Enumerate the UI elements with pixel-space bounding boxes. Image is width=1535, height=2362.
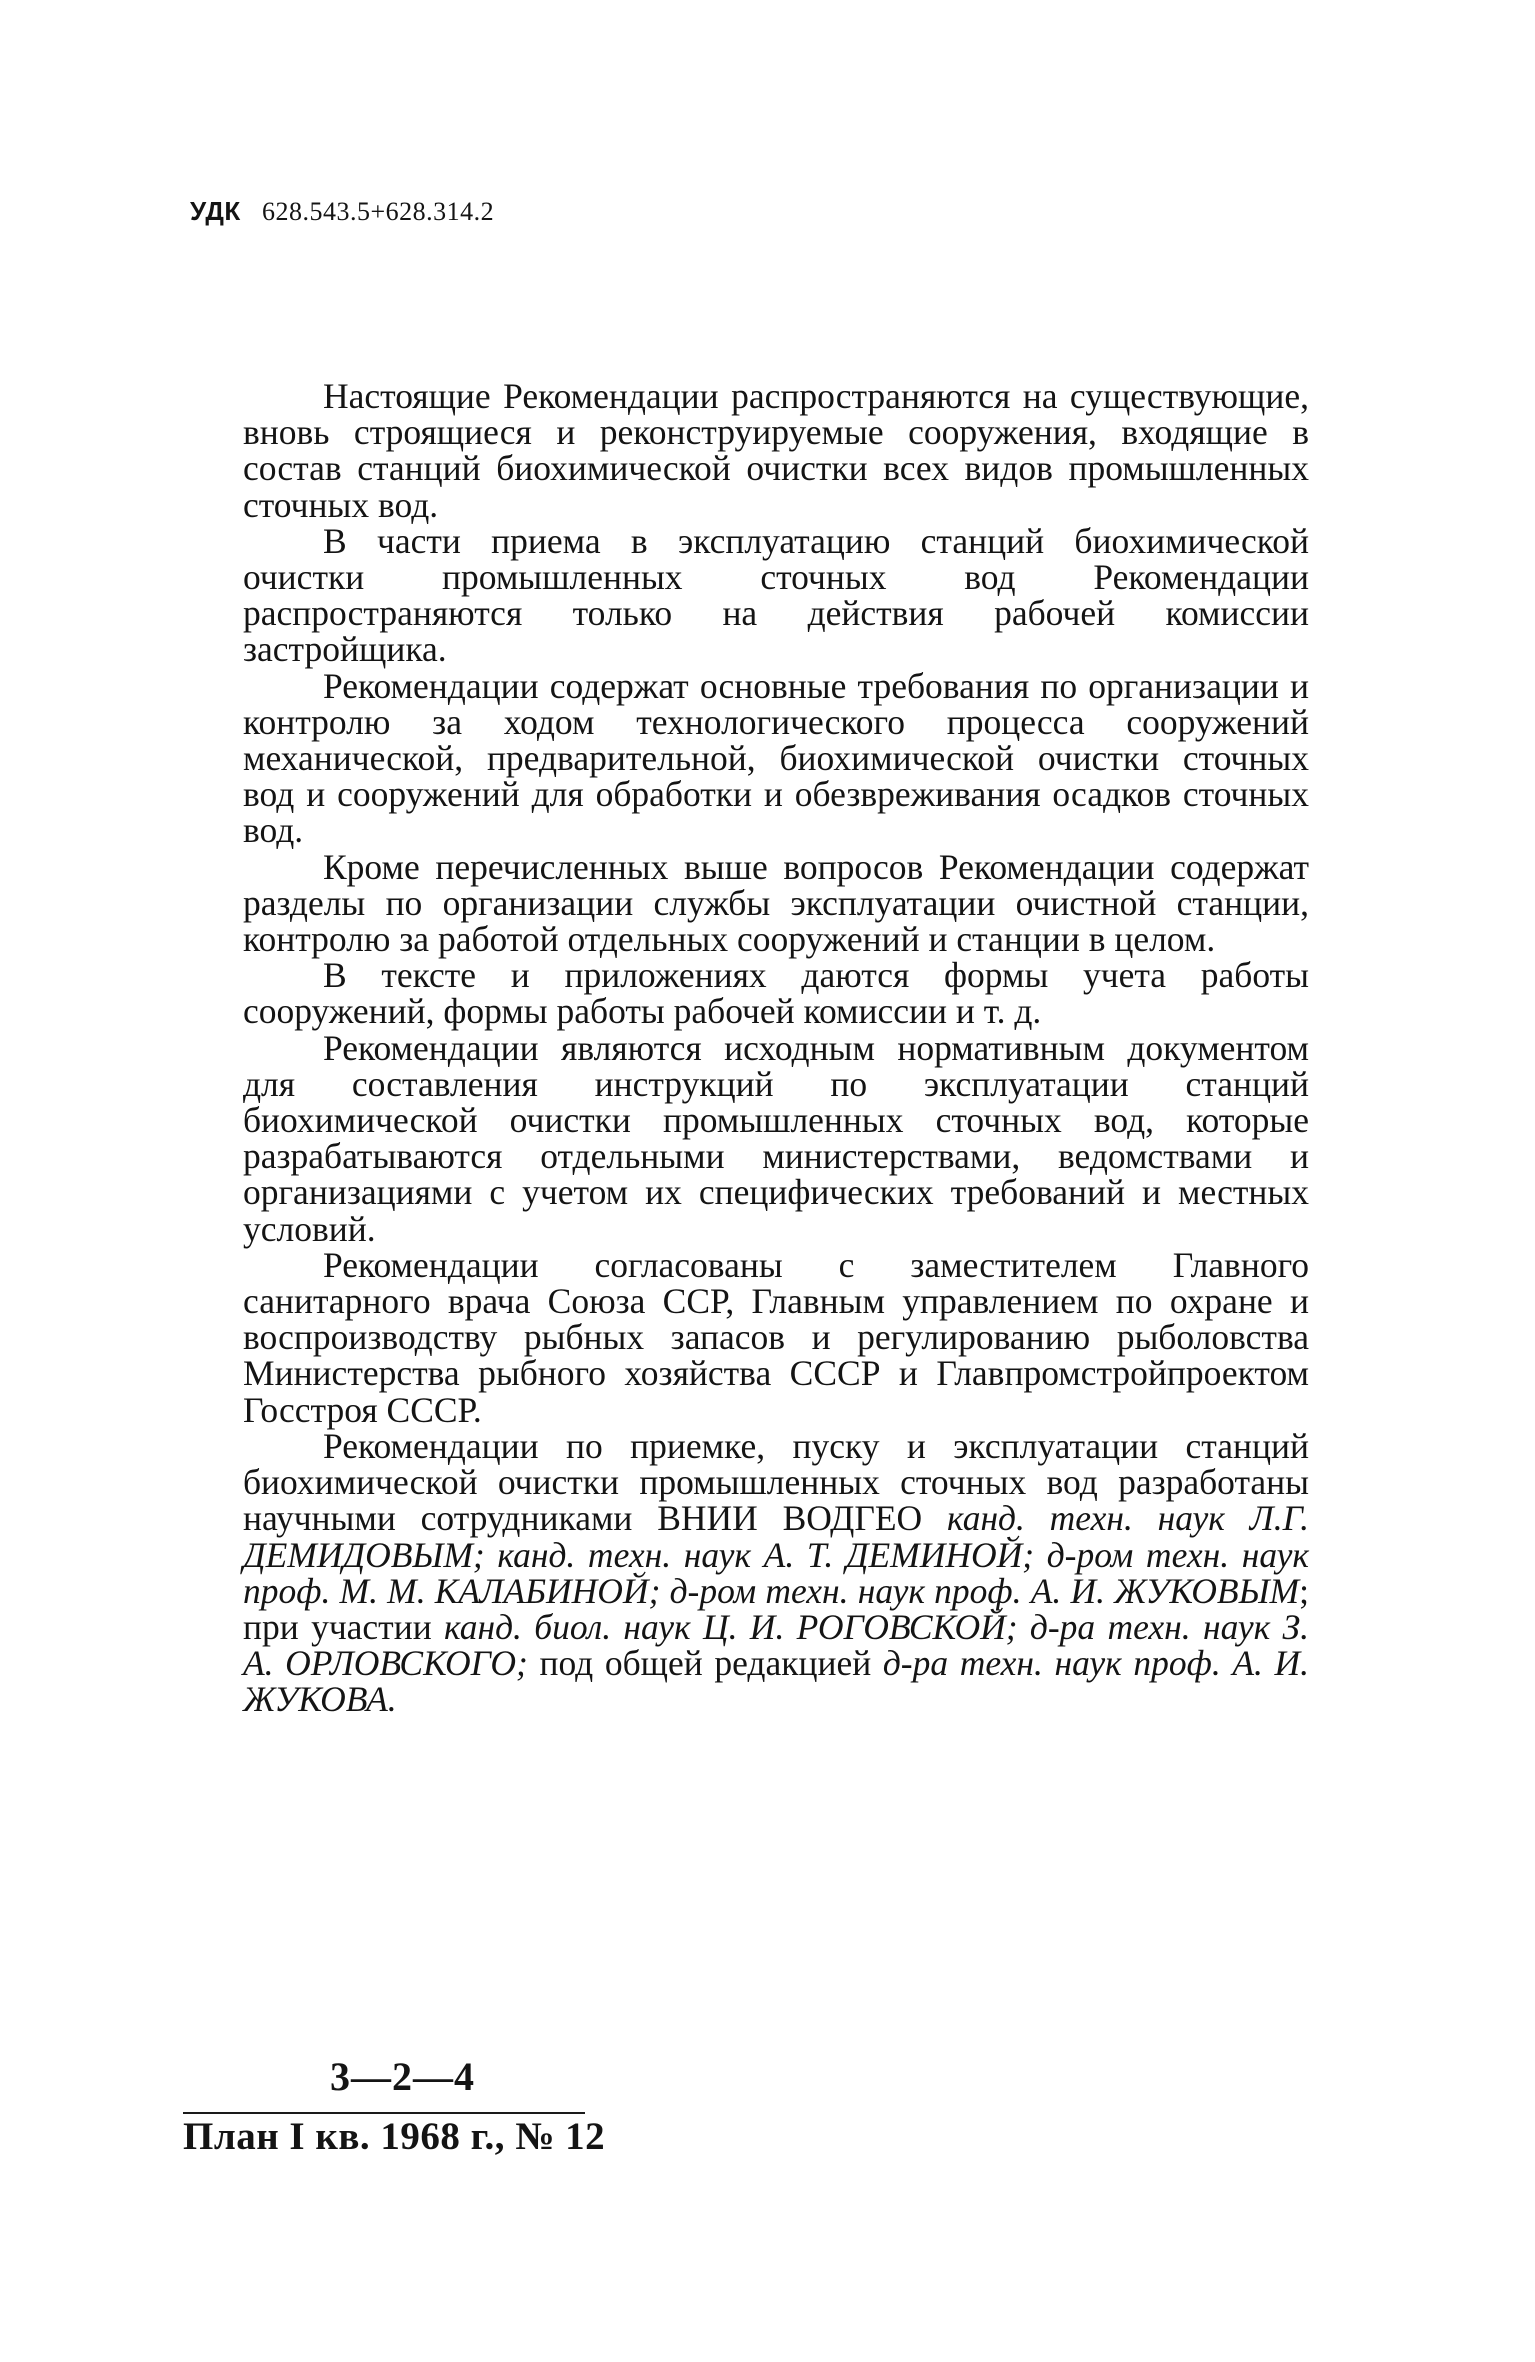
authors-text-1: Рекомендации по приемке, пуску и эксплуатации станций биохимической очистки промышленных сточных вод разработаны научными сотрудниками ВНИИ ВОДГЕО [243, 1425, 1309, 1539]
document-body [243, 378, 1309, 1718]
udk-label: УДК [190, 196, 241, 226]
paragraph-sections: Кроме перечисленных выше вопросов Рекомендации содержат разделы по организации службы эксплуатации очистной станции, контролю за работой отдельных сооружений и станции в целом. [243, 846, 1309, 960]
authors-names-3: д-ра техн. наук проф. А. И. ЖУКОВА. [243, 1643, 1310, 1720]
authors-text-3: под общей редакцией [527, 1643, 883, 1684]
footer-code: 3—2—4 [330, 2054, 475, 2099]
paragraph-scope: Настоящие Рекомендации распространяются на существующие, вновь строящиеся и реконструируемые сооружения, входящие в состав станций биохимической очистки всех видов промышленных сточных вод. [243, 376, 1309, 525]
authors-names-1: канд. техн. наук Л.Г. ДЕМИДОВЫМ; канд. техн. наук А. Т. ДЕМИНОЙ; д-ром техн. наук проф. М. М. КАЛАБИНОЙ; д-ром техн. наук проф. А. И. ЖУКОВЫМ [243, 1498, 1309, 1611]
paragraph-normative: Рекомендации являются исходным нормативным документом для составления инструкций по эксплуатации станций биохимической очистки промышленных сточных вод, которые разрабатываются отдельными министерствами, ведомствами и организациями с учетом их специфических требований и местных условий. [243, 1027, 1309, 1249]
udk-code: 628.543.5+628.314.2 [262, 197, 495, 226]
paragraph-acceptance: В части приема в эксплуатацию станций биохимической очистки промышленных сточных вод Рекомендации распространяются только на действия рабочей комиссии застройщика. [243, 520, 1309, 670]
paragraph-authors [243, 1425, 1310, 1720]
authors-names-2: канд. биол. наук Ц. И. РОГОВСКОЙ; д-ра техн. наук З. А. ОРЛОВСКОГО; [243, 1606, 1309, 1684]
paragraph-forms: В тексте и приложениях даются формы учета работы сооружений, формы работы рабочей комиссии и т. д. [243, 955, 1309, 1032]
authors-text-2: ; при участии [243, 1570, 1309, 1647]
udk-line [190, 196, 494, 227]
footer-plan: План I кв. 1968 г., № 12 [183, 2115, 606, 2158]
paragraph-requirements: Рекомендации содержат основные требования по организации и контролю за ходом технологического процесса сооружений механической, предварительной, биохимической очистки сточных вод и сооружений для обработки и обезвреживания осадков сточных вод. [243, 665, 1309, 851]
paragraph-approval: Рекомендации согласованы с заместителем Главного санитарного врача Союза ССР, Главным управлением по охране и воспроизводству рыбных запасов и регулированию рыболовства Министерства рыбного хозяйства СССР и Главпромстройпроектом Госстроя СССР. [243, 1244, 1309, 1430]
